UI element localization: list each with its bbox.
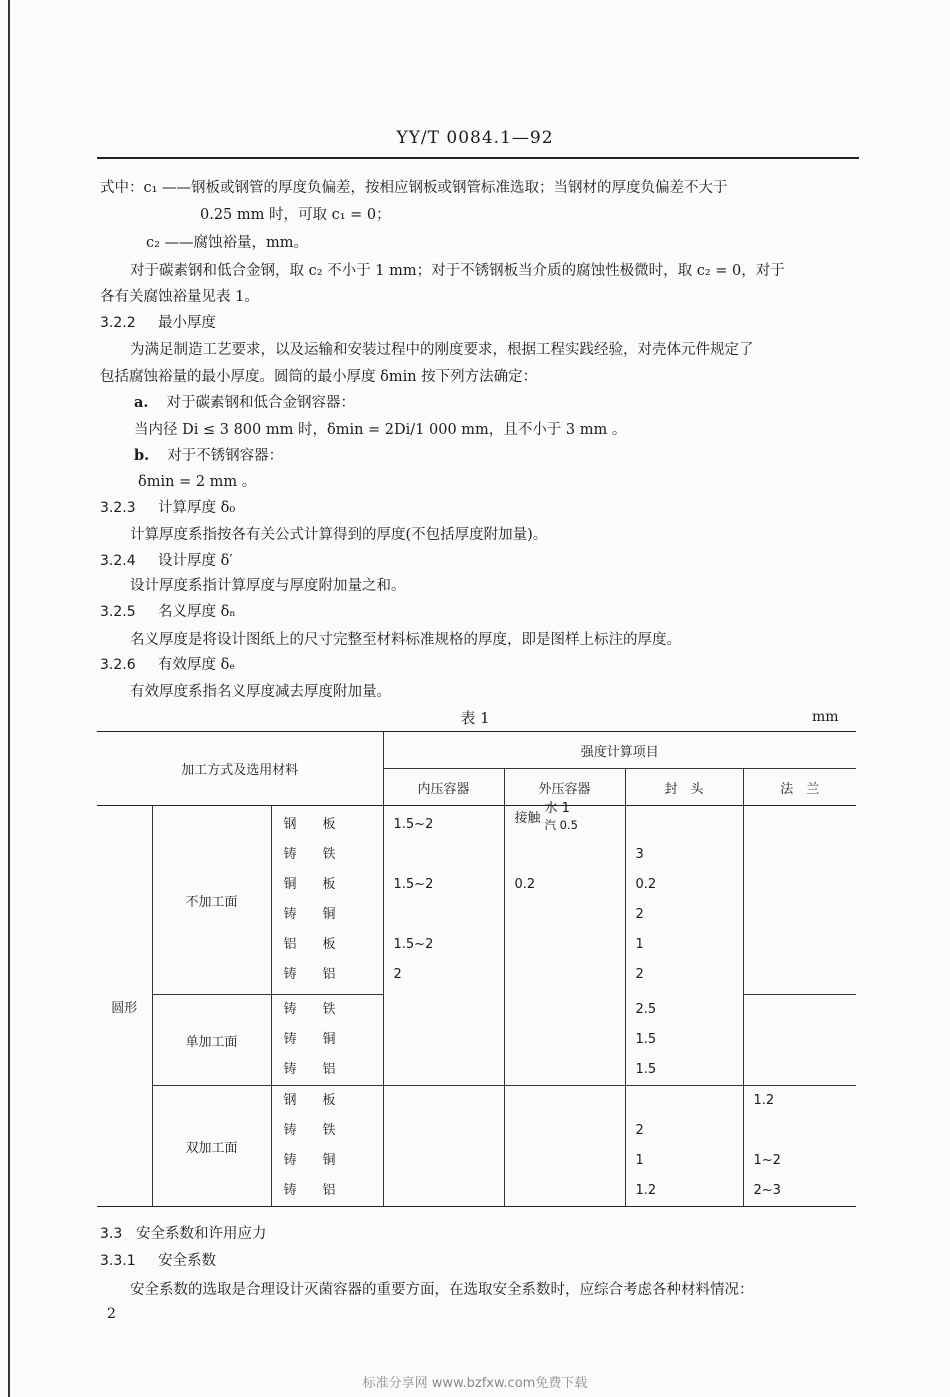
cell-value xyxy=(384,840,504,870)
item-a-rule: 当内径 Di ≤ 3 800 mm 时，δmin = 2Di/1 000 mm，且不小于 3 mm 。 xyxy=(134,422,627,438)
material: 铝板 xyxy=(283,937,362,952)
section-number: 3.2.2 xyxy=(100,315,136,331)
cell-value: 0.2 xyxy=(514,877,536,892)
head-no-machining xyxy=(625,806,743,995)
cell-value: 1.2 xyxy=(635,1183,657,1198)
section-3-2-4 xyxy=(100,549,233,570)
material: 钢板 xyxy=(283,817,362,832)
shape-label: 圆形 xyxy=(97,806,152,1207)
material: 铸铁 xyxy=(283,847,362,862)
s324-para: 设计厚度系指计算厚度与厚度附加量之和。 xyxy=(130,578,406,594)
cell-value xyxy=(505,840,625,870)
section-title: 安全系数 xyxy=(158,1253,216,1269)
cell-value xyxy=(384,900,504,930)
cell-value: 2.5 xyxy=(635,1001,657,1017)
section-number: 3.2.4 xyxy=(100,553,136,569)
section-title: 设计厚度 δ′ xyxy=(158,553,233,569)
section-number: 3.3 xyxy=(100,1226,123,1242)
section-title: 安全系数和许用应力 xyxy=(136,1226,267,1242)
item-b xyxy=(134,444,283,465)
page-number: 2 xyxy=(107,1306,116,1322)
section-number: 3.3.1 xyxy=(100,1253,136,1269)
cell-value: 1.5~2 xyxy=(393,817,434,832)
inner-double-machining xyxy=(383,1086,504,1207)
cell-value: 1.5~2 xyxy=(393,937,434,952)
para-corrosion-1: 对于碳素钢和低合金钢，取 c₂ 不小于 1 mm；对于不锈钢板当介质的腐蚀性极微时，取 c₂ = 0，对于 xyxy=(130,263,785,279)
header-rule xyxy=(97,157,859,159)
cell-value xyxy=(384,1176,504,1206)
contact-label: 接触 xyxy=(514,811,541,826)
cell-value xyxy=(626,810,743,840)
cell-value xyxy=(505,1146,625,1176)
section-3-2-2 xyxy=(100,311,216,332)
cell-value xyxy=(384,1146,504,1176)
s323-para: 计算厚度系指按各有关公式计算得到的厚度(不包括厚度附加量)。 xyxy=(130,527,548,543)
standard-code-header: YY/T 0084.1—92 xyxy=(396,128,554,148)
group-double-machining: 双加工面 xyxy=(152,1086,271,1207)
cell-value xyxy=(505,1025,625,1055)
table-unit: mm xyxy=(812,709,839,725)
section-number: 3.2.3 xyxy=(100,500,136,516)
steam-value: 汽 0.5 xyxy=(544,818,578,832)
flange-single-machining xyxy=(743,995,856,1086)
flange-no-machining xyxy=(743,806,856,995)
cell-value xyxy=(744,995,857,1025)
where-c1: 式中：c₁ ——钢板或钢管的厚度负偏差，按相应钢板或钢管标准选取；当钢材的厚度负偏差不大于 xyxy=(100,180,728,196)
material: 铸铜 xyxy=(283,1032,362,1047)
cell-value xyxy=(505,1176,625,1206)
head-double-machining xyxy=(625,1086,743,1207)
s322-para-1: 为满足制造工艺要求，以及运输和安装过程中的刚度要求，根据工程实践经验，对壳体元件规定了 xyxy=(130,342,754,358)
material: 铸铁 xyxy=(283,1002,362,1017)
section-3-3-1 xyxy=(100,1249,216,1270)
material: 铸铝 xyxy=(283,967,362,982)
cell-value xyxy=(744,810,857,840)
s331-para: 安全系数的选取是合理设计灭菌容器的重要方面，在选取安全系数时，应综合考虑各种材料情况： xyxy=(130,1282,754,1298)
item-b-text: 对于不锈钢容器： xyxy=(167,448,284,464)
cell-value xyxy=(384,1116,504,1146)
item-a-label: a. xyxy=(134,394,149,411)
section-3-3 xyxy=(100,1222,267,1243)
materials-no-machining xyxy=(271,806,383,995)
section-3-2-5 xyxy=(100,600,236,621)
cell-value: 1.5~2 xyxy=(393,877,434,892)
cell-value xyxy=(384,1025,504,1055)
group-no-machining: 不加工面 xyxy=(152,806,271,995)
cell-value: 3 xyxy=(635,847,644,862)
page-binding-edge xyxy=(8,0,10,1397)
col-outer-pressure: 外压容器 xyxy=(504,769,625,806)
s322-para-2: 包括腐蚀裕量的最小厚度。圆筒的最小厚度 δmin 按下列方法确定： xyxy=(100,369,538,385)
cell-value xyxy=(744,840,857,870)
cell-value xyxy=(626,1086,743,1116)
para-corrosion-2: 各有关腐蚀裕量见表 1。 xyxy=(100,289,259,305)
cell-value xyxy=(744,900,857,930)
item-b-rule: δmin = 2 mm 。 xyxy=(138,474,257,490)
section-title: 计算厚度 δ₀ xyxy=(158,500,236,516)
material: 铜板 xyxy=(283,877,362,892)
watermark-footer: 标准分享网 www.bzfxw.com免费下载 xyxy=(362,1376,588,1391)
cell-value xyxy=(744,1025,857,1055)
cell-value xyxy=(744,930,857,960)
inner-no-machining xyxy=(383,806,504,995)
cell-value: 2 xyxy=(635,1123,644,1138)
outer-no-machining xyxy=(504,801,625,995)
cell-value xyxy=(744,960,857,990)
material: 铸铁 xyxy=(283,1123,362,1138)
cell-value xyxy=(505,1055,625,1085)
col-head: 封 头 xyxy=(625,769,743,806)
item-b-label: b. xyxy=(134,447,150,464)
section-title: 有效厚度 δₑ xyxy=(158,657,235,673)
cell-value: 2 xyxy=(635,907,644,922)
section-title: 名义厚度 δₙ xyxy=(158,604,236,620)
cell-value xyxy=(384,1086,504,1116)
section-3-2-6 xyxy=(100,653,235,674)
header-strength-items: 强度计算项目 xyxy=(383,732,856,769)
section-title: 最小厚度 xyxy=(158,315,216,331)
cell-value xyxy=(744,1116,857,1146)
outer-steel-contact xyxy=(505,801,625,840)
section-3-2-3 xyxy=(100,496,235,517)
cell-value xyxy=(744,870,857,900)
cell-value: 1 xyxy=(635,937,644,952)
cell-value: 2 xyxy=(635,967,644,982)
cell-value: 2~3 xyxy=(753,1183,781,1198)
inner-single-machining xyxy=(383,995,504,1086)
outer-double-machining xyxy=(504,1086,625,1207)
cell-value: 1 xyxy=(635,1153,644,1168)
section-number: 3.2.6 xyxy=(100,657,136,673)
table-caption: 表 1 xyxy=(460,709,490,727)
cell-value: 2 xyxy=(393,967,402,982)
where-c2: c₂ ——腐蚀裕量，mm。 xyxy=(146,235,309,251)
s326-para: 有效厚度系指名义厚度减去厚度附加量。 xyxy=(130,684,391,700)
cell-value xyxy=(505,930,625,960)
cell-value xyxy=(505,900,625,930)
where-c1-cont: 0.25 mm 时，可取 c₁ = 0； xyxy=(200,207,391,223)
header-processing-material: 加工方式及选用材料 xyxy=(97,732,383,806)
cell-value: 0.2 xyxy=(635,877,657,892)
cell-value: 1.5 xyxy=(635,1061,657,1077)
material: 铸铜 xyxy=(283,1153,362,1168)
materials-double-machining xyxy=(271,1086,383,1207)
material: 铸铝 xyxy=(283,1183,362,1198)
corrosion-allowance-table xyxy=(97,731,856,1207)
col-inner-pressure: 内压容器 xyxy=(383,769,504,806)
cell-value xyxy=(505,1086,625,1116)
cell-value xyxy=(744,1055,857,1085)
item-a xyxy=(134,391,355,412)
head-single-machining xyxy=(625,995,743,1086)
material: 铸铜 xyxy=(283,907,362,922)
item-a-text: 对于碳素钢和低合金钢容器： xyxy=(166,395,355,411)
cell-value: 1.5 xyxy=(635,1031,657,1047)
water-value: 水 1 xyxy=(544,801,570,816)
cell-value: 1.2 xyxy=(753,1093,775,1108)
cell-value: 1~2 xyxy=(753,1153,781,1168)
materials-single-machining xyxy=(271,995,383,1086)
outer-single-machining xyxy=(504,995,625,1086)
s325-para: 名义厚度是将设计图纸上的尺寸完整至材料标准规格的厚度，即是图样上标注的厚度。 xyxy=(130,632,681,648)
cell-value xyxy=(384,1055,504,1085)
col-flange: 法 兰 xyxy=(743,769,856,806)
flange-double-machining xyxy=(743,1086,856,1207)
material: 钢板 xyxy=(283,1093,362,1108)
group-single-machining: 单加工面 xyxy=(152,995,271,1086)
cell-value xyxy=(384,995,504,1025)
cell-value xyxy=(505,960,625,990)
cell-value xyxy=(505,995,625,1025)
section-number: 3.2.5 xyxy=(100,604,136,620)
cell-value xyxy=(505,1116,625,1146)
material: 铸铝 xyxy=(283,1062,362,1077)
